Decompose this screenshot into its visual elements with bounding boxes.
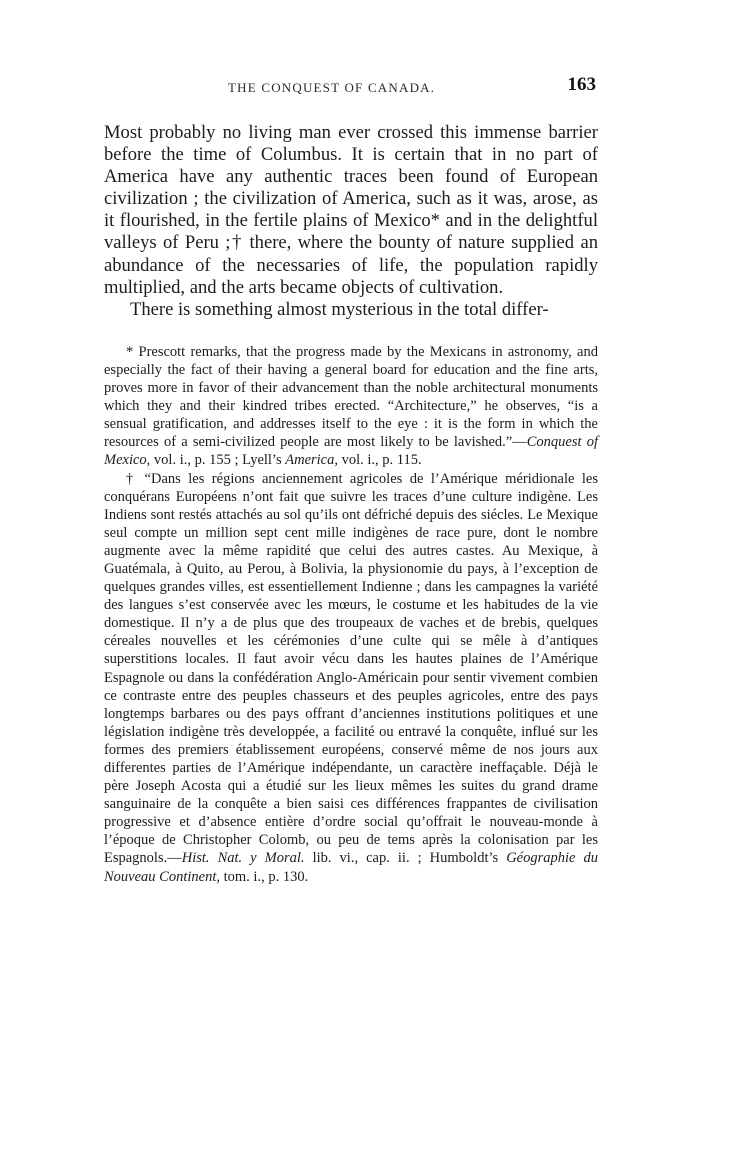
footnote-prescott	[104, 343, 598, 470]
footnote-source-title: Hist. Nat. y Moral.	[181, 850, 305, 867]
page-number: 163	[567, 74, 596, 95]
footnote-text: lib. vi., cap. ii. ; Humboldt’s	[304, 850, 507, 867]
book-page	[104, 74, 598, 886]
footnote-source-title: America,	[285, 452, 338, 469]
body-paragraph: There is something almost mysterious in the total differ-	[130, 298, 549, 320]
body-text	[104, 122, 598, 321]
footnote-source-title: Conquest of Mexico,	[104, 434, 598, 469]
footnote-text: vol. i., p. 115.	[337, 452, 422, 469]
footnote-humboldt	[104, 470, 598, 886]
footnote-text: vol. i., p. 155 ; Lyell’s	[150, 452, 286, 469]
running-head	[104, 74, 598, 104]
footnote-text: * Prescott remarks, that the progress made by the Mexicans in astronomy, and especially the fact of their having a general board for education and the fine arts, proves more in favor of their advancement than the noble architectural monuments which they and their kindred tribes erected. “Architecture,” he observes, “is a sensual gratification, and addresses itself to the eye : it is the form in which the resources of a semi-civilized people are most likely to be lavished.”—	[104, 343, 598, 451]
footnote-text: † “Dans les régions anciennement agricoles de l’Amérique méridionale les conquérans Européens n’ont fait que suivre les traces d’une culture indigène. Les Indiens sont restés attachés au sol qu’ils ont défriché depuis des siécles. Le Mexique seul compte un million sept cent mille indigènes de race pure, dont le nombre augmente avec la même rapidité que celui des autres castes. Au Mexique, à Guatémala, à Quito, au Perou, à Bolivia, la physionomie du pays, à l’exception de quelques grandes villes, est essentiellement Indienne ; dans les campagnes la variété des langues s’est conservée avec les mœurs, le costume et les habitudes de la vie domestique. Il n’y a de plus que des troupeaux de vaches et de brebis, quelques céreales nouvelles et les cérémonies d’une culte qui se mêle à d’antiques superstitions locales. Il faut avoir vécu dans les hautes plaines de l’Amérique Espagnole ou dans la confédération Anglo-Américain pour sentir vivement combien ce contraste entre des peuples chasseurs et des peuples agricoles, entre des pays longtemps barbares ou des pays offrant d’anciennes institutions politiques et une législation indigène très developpée, a facilité ou entravé la conquête, influé sur les formes des premiers établissement européens, conservé même de nos jours aux differentes parties de l’Amérique indépendante, un caractère ineffaçable. Déjà le père Joseph Acosta qui a étudié sur les lieux mêmes les suites du grand drame sanguinaire de la conquête a bien saisi ces différences frappantes de civilisation progressive et d’absence entière d’ordre social qu’offrait le nouveau-monde à l’époque de Christopher Colomb, ou peu de tems après la colonisation par les Espagnols.—	[104, 470, 598, 867]
body-paragraph: Most probably no living man ever crossed this immense barrier before the time of Columbus. It is certain that in no part of America have any authentic traces been found of European civilization ; the civilization of America, such as it was, arose, as it flourished, in the fertile plains of Mexico* and in the delightful valleys of Peru ;† there, where the bounty of nature supplied an abundance of the necessaries of life, the population rapidly multiplied, and the arts became objects of cultivation.	[104, 122, 598, 298]
footnote-source-title: Géographie du Nouveau Continent,	[104, 850, 598, 885]
running-title: THE CONQUEST OF CANADA.	[228, 80, 436, 95]
footnote-text: tom. i., p. 130.	[220, 868, 309, 885]
footnotes	[104, 343, 598, 886]
